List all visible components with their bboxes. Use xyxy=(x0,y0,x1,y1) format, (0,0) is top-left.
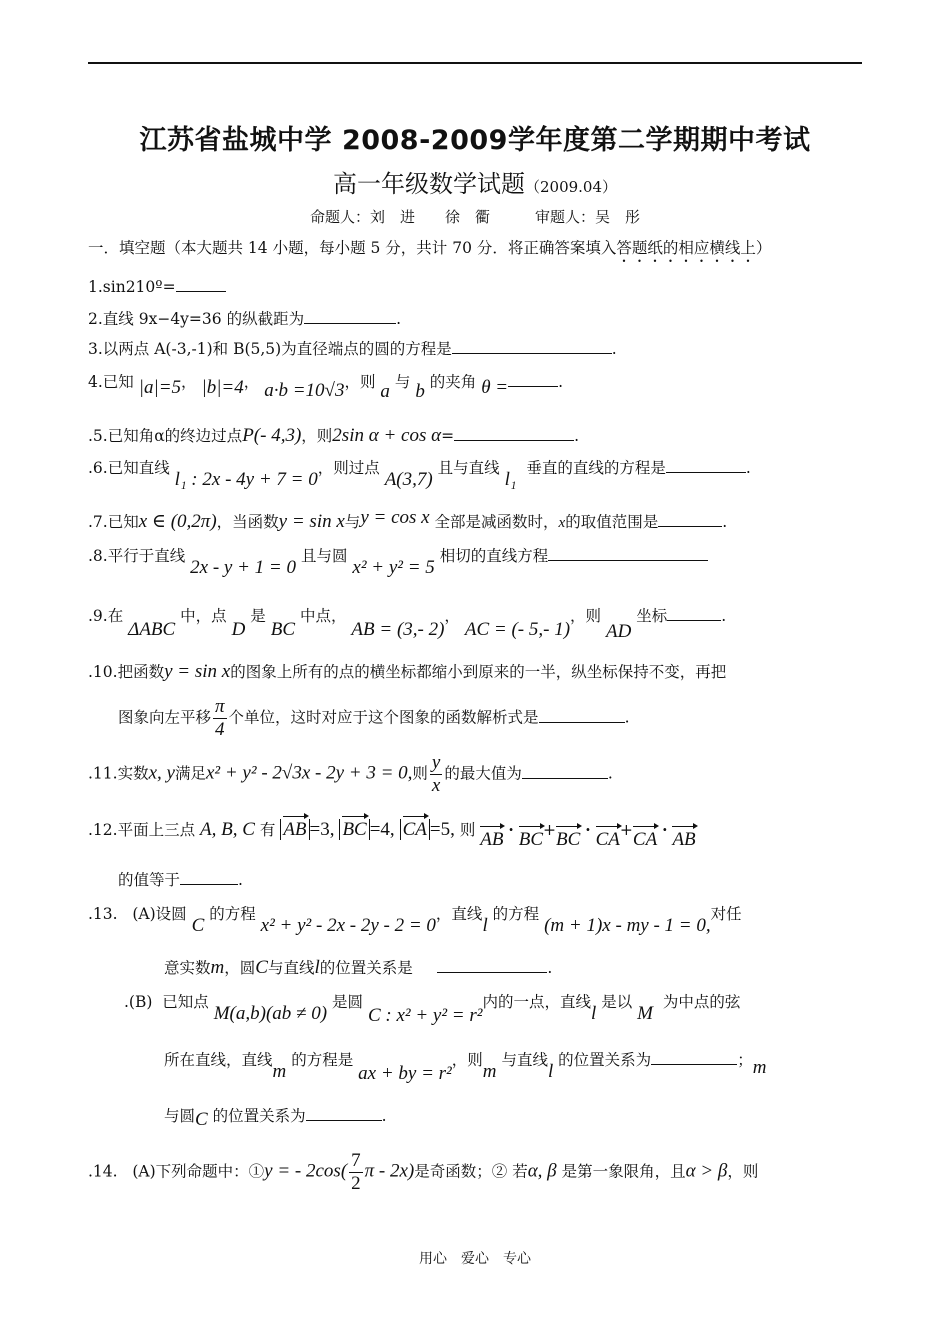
question-13a xyxy=(88,902,742,936)
question-text: 已知角α的终边过点 xyxy=(107,427,243,445)
question-text: 且与直线 xyxy=(437,459,500,477)
answer-blank[interactable] xyxy=(180,870,238,885)
question-3: 3.以两点 A(-3,-1)和 B(5,5)为直径端点的圆的方程是 . xyxy=(88,340,617,358)
question-text: 则 xyxy=(459,821,476,839)
question-text: ，则 xyxy=(344,373,376,391)
question-text: x xyxy=(558,515,566,531)
question-text: y = sin x xyxy=(164,661,231,682)
question-text: y = sin x xyxy=(278,511,345,532)
question-text: x² + y² - 2√3x - 2y + 3 = 0, xyxy=(205,762,413,784)
question-text: AB xyxy=(672,829,696,850)
question-12 xyxy=(88,818,696,850)
question-text: b xyxy=(415,381,425,402)
question-text: 2sin α + cos α xyxy=(332,425,442,446)
question-text: 所在直线，直线 xyxy=(164,1051,273,1069)
answer-blank[interactable] xyxy=(508,372,558,387)
question-text: y = cos x xyxy=(360,507,430,528)
question-text: l xyxy=(590,1003,597,1024)
question-text: 中点， xyxy=(299,607,347,625)
question-text: 平行于直线 xyxy=(107,547,186,565)
question-text: .6. xyxy=(88,459,108,477)
exam-title: 江苏省盐城中学 2008-2009学年度第二学期期中考试 xyxy=(139,125,811,156)
question-text: 以两点 A(-3,-1)和 B(5,5)为直径端点的圆的方程是 xyxy=(102,340,452,358)
question-text: ΔABC xyxy=(128,619,176,640)
question-text: 与圆 xyxy=(164,1107,196,1125)
answer-blank[interactable] xyxy=(548,546,708,561)
section-emphasis: 答题纸的相应横线上 xyxy=(616,239,756,257)
question-text: π - 2x) xyxy=(364,1160,415,1182)
question-text: 的位置关系为 xyxy=(558,1051,652,1069)
question-10 xyxy=(88,660,726,683)
question-text: ax + by = r² xyxy=(358,1063,452,1084)
question-text: AB xyxy=(283,819,307,840)
question-text: · xyxy=(508,820,514,839)
question-text: 已知 xyxy=(107,513,139,531)
question-text: ， xyxy=(181,373,197,391)
question-text: α > β xyxy=(685,1160,728,1182)
question-text: A(3,7) xyxy=(384,469,433,490)
question-text: 在 xyxy=(107,607,124,625)
question-text: M xyxy=(637,1003,653,1024)
question-text: 有 xyxy=(259,821,276,839)
exam-date: （2009.04） xyxy=(524,178,618,196)
question-text: ； xyxy=(737,1051,753,1069)
question-text: AD xyxy=(606,621,632,642)
authors-line: 命题人：刘 进 徐 衢 审题人：吴 彤 xyxy=(309,208,640,226)
question-text: + xyxy=(543,821,557,839)
question-text: x² + y² - 2x - 2y - 2 = 0 xyxy=(260,915,436,936)
question-text: 对任 xyxy=(710,905,742,923)
question-text: 是以 xyxy=(601,993,633,1011)
question-text: 是第一象限角，且 xyxy=(561,1162,686,1181)
question-text: C xyxy=(191,915,205,936)
question-text: CA xyxy=(632,829,658,850)
question-text: ，则 xyxy=(301,427,333,445)
answer-blank[interactable] xyxy=(658,512,722,527)
question-text: ，圆 xyxy=(224,959,256,977)
question-text: .(B) xyxy=(124,993,153,1011)
question-text: CA xyxy=(402,819,427,840)
question-text: m xyxy=(272,1061,287,1082)
question-12-line2: 的值等于 . xyxy=(118,871,243,889)
question-text: C : x² + y² = r² xyxy=(367,1005,483,1026)
page-footer: 用心 爱心 专心 xyxy=(419,1251,531,1267)
question-text: C xyxy=(195,1109,208,1130)
question-text: x, y xyxy=(148,762,175,784)
answer-blank[interactable] xyxy=(304,309,396,324)
question-text: 的值等于 xyxy=(118,871,181,889)
question-11: .11.实数x, y满足x² + y² - 2√3x - 2y + 3 = 0,则 $\frac{y}{x}$ 的最大值为 . xyxy=(88,752,613,796)
question-text: (m + 1)x - my - 1 = 0, xyxy=(544,915,711,936)
question-text: 4 xyxy=(215,719,225,740)
question-text: = xyxy=(441,427,455,445)
answer-blank[interactable] xyxy=(539,708,625,723)
question-text: 的方程 xyxy=(209,905,256,923)
question-text: M(a,b)(ab ≠ 0) xyxy=(213,1003,328,1024)
question-text: 个单位，这时对应于这个图象的函数解析式是 xyxy=(228,708,539,727)
question-text: 直线 9x−4y=36 的纵截距为 xyxy=(102,310,305,328)
question-text: 满足 xyxy=(174,764,206,783)
question-text: sin210º= xyxy=(102,278,176,296)
answer-blank[interactable] xyxy=(306,1106,382,1121)
question-text: ，则过点 xyxy=(317,459,380,477)
question-text: BC xyxy=(556,829,581,850)
question-text: 的夹角 xyxy=(429,373,477,391)
question-text: 的方程 xyxy=(492,905,540,923)
question-text: 的最大值为 xyxy=(444,764,522,783)
answer-blank[interactable] xyxy=(667,606,721,621)
answer-blank[interactable] xyxy=(437,958,547,973)
question-text: 的图象上所有的点的横坐标都缩小到原来的一半，纵坐标保持不变，再把 xyxy=(230,663,727,681)
answer-blank[interactable] xyxy=(666,458,746,473)
question-text: BC xyxy=(342,819,367,840)
answer-blank[interactable] xyxy=(454,426,574,441)
question-8 xyxy=(88,544,708,578)
question-5: .5.已知角α的终边过点P(- 4,3)，则2sin α + cos α= . xyxy=(88,425,580,446)
answer-blank[interactable] xyxy=(176,277,226,292)
question-text: .14. xyxy=(88,1162,118,1181)
question-text: BC xyxy=(518,829,544,850)
question-text: 全部是减函数时， xyxy=(434,513,559,531)
question-text: 实数 xyxy=(117,764,149,783)
question-text: .7. xyxy=(88,513,108,531)
question-text: .12. xyxy=(88,821,118,839)
question-text: ， xyxy=(243,373,260,391)
question-10-line2: 图象向左平移 $\frac{\pi}{4}$ 个单位，这时对应于这个图象的函数解析式是 . xyxy=(118,696,630,740)
question-text: AB = (3,- 2) xyxy=(351,619,445,640)
question-text: 与 xyxy=(344,513,361,531)
question-text: ，则 xyxy=(570,607,602,625)
question-13a-line2: 意实数m，圆C与直线l的位置关系是 . xyxy=(164,957,553,978)
exam-subtitle xyxy=(0,164,950,199)
question-text: =3, xyxy=(309,819,335,840)
question-text: x xyxy=(431,775,441,796)
question-text: =4, xyxy=(369,819,395,840)
question-text: 的位置关系为 xyxy=(212,1107,306,1125)
section-close: ） xyxy=(755,239,772,257)
question-text: ，则 xyxy=(451,1051,483,1069)
question-9: .9.在 ΔABC 中，点 D 是 BC 中点， AB = (3,- 2)， AC = (- 5,- 1)，则 AD 坐标 . xyxy=(88,607,727,642)
question-2: 2.直线 9x−4y=36 的纵截距为 . xyxy=(88,310,402,328)
question-text: AB xyxy=(480,829,504,850)
question-text: 与直线 xyxy=(501,1051,548,1069)
section-text: 一．填空题（本大题共 14 小题，每小题 5 分，共计 70 分．将正确答案填入 xyxy=(88,239,617,257)
question-text: .8. xyxy=(88,547,108,565)
question-13b xyxy=(124,990,741,1026)
question-text: l₁ xyxy=(504,469,517,490)
question-text: x² + y² = 5 xyxy=(352,557,435,578)
question-text: ，直线 xyxy=(435,905,483,923)
question-text: θ = xyxy=(481,377,509,398)
question-text: ， xyxy=(444,607,460,625)
question-text: 已知点 xyxy=(162,993,209,1011)
question-text: π xyxy=(215,696,225,717)
question-text: =5, xyxy=(429,819,455,840)
question-text: m xyxy=(752,1057,767,1078)
question-text: ，则 xyxy=(727,1162,759,1181)
question-text: P(- 4,3) xyxy=(242,425,302,446)
question-text: 与直线 xyxy=(267,959,315,977)
question-text: CA xyxy=(595,829,620,850)
question-text: · xyxy=(585,820,591,839)
answer-blank[interactable] xyxy=(651,1050,737,1065)
question-text: 是圆 xyxy=(332,993,364,1011)
question-text: C xyxy=(255,957,268,978)
question-text: D xyxy=(231,619,246,640)
question-1 xyxy=(88,277,226,296)
question-text: 平面上三点 xyxy=(117,821,196,839)
answer-blank[interactable] xyxy=(452,339,612,354)
question-text: 已知直线 xyxy=(107,459,170,477)
question-text: A, B, C xyxy=(200,819,255,840)
question-text: l xyxy=(314,957,320,978)
question-text: 是 xyxy=(250,607,266,625)
question-text: m xyxy=(210,957,225,978)
question-text: 7 xyxy=(351,1150,361,1171)
question-text: AC = (- 5,- 1) xyxy=(464,619,571,640)
question-text: 是奇函数；② 若 xyxy=(414,1162,528,1181)
question-text: a xyxy=(380,381,390,402)
question-text: 为中点的弦 xyxy=(662,993,741,1011)
question-text: ，当函数 xyxy=(216,513,279,531)
question-text: 中，点 xyxy=(180,607,227,625)
question-13b-line3: 与圆C 的位置关系为 . xyxy=(164,1107,387,1130)
question-text: α, β xyxy=(527,1160,557,1182)
question-text: .9. xyxy=(88,607,108,625)
question-text: 意实数 xyxy=(164,959,211,977)
question-text: 且与圆 xyxy=(300,547,348,565)
question-text: .10. xyxy=(88,663,118,681)
question-text: 与 xyxy=(394,373,411,391)
question-text: BC xyxy=(270,619,296,640)
question-text: 的方程是 xyxy=(291,1051,354,1069)
answer-blank[interactable] xyxy=(522,764,608,779)
question-14 xyxy=(88,1150,758,1195)
question-text: m xyxy=(482,1061,497,1082)
question-text: (A)设圆 xyxy=(132,905,187,923)
question-text: 图象向左平移 xyxy=(118,708,212,727)
question-text: 内的一点，直线 xyxy=(482,993,591,1011)
question-text: 已知 xyxy=(102,373,134,391)
question-text: .13. xyxy=(88,905,118,923)
question-text: |b|=4 xyxy=(201,377,244,398)
question-6: .6.已知直线 l₁ : 2x - 4y + 7 = 0，则过点 A(3,7) 且与直线 l₁ 垂直的直线的方程是 . xyxy=(88,459,751,490)
question-text: 把函数 xyxy=(117,663,165,681)
question-text: y = - 2cos( xyxy=(264,1160,348,1182)
question-text: x ∈ (0,2π) xyxy=(138,511,217,532)
question-text: 则 xyxy=(412,764,428,783)
question-text: 的取值范围是 xyxy=(565,513,659,531)
question-4: 4.已知 |a|=5， |b|=4， a·b =10√3，则 a 与 b 的夹角 θ = . xyxy=(88,373,564,402)
section-heading xyxy=(88,236,771,266)
question-text: 2. xyxy=(88,310,103,328)
question-text: a·b =10√3 xyxy=(264,380,345,401)
question-text: 2 xyxy=(351,1173,361,1194)
question-text: · xyxy=(662,820,668,839)
question-text: 的位置关系是 xyxy=(319,959,413,977)
question-text: 1. xyxy=(88,278,103,296)
question-text: l xyxy=(547,1061,554,1082)
question-text: 坐标 xyxy=(636,607,668,625)
top-rule xyxy=(88,62,862,64)
question-text: 2x - y + 1 = 0 xyxy=(190,557,297,578)
question-text: 4. xyxy=(88,373,103,391)
subtitle-text: 高一年级数学试题 xyxy=(332,170,525,198)
question-7: .7.已知x ∈ (0,2π)，当函数y = sin x与y = cos x 全部是减函数时，x的取值范围是 . xyxy=(88,507,728,532)
question-text: + xyxy=(619,821,633,839)
question-text: .11. xyxy=(88,764,118,783)
question-text: 3. xyxy=(88,340,103,358)
question-text: .5. xyxy=(88,427,108,445)
question-text: (A)下列命题中：① xyxy=(132,1162,265,1181)
question-text: 垂直的直线的方程是 xyxy=(526,459,666,477)
question-text: |a|=5 xyxy=(138,377,182,398)
question-text: y xyxy=(431,752,441,773)
question-text: l₁ : 2x - 4y + 7 = 0 xyxy=(174,469,318,490)
question-text: 相切的直线方程 xyxy=(439,547,549,565)
question-13b-line2 xyxy=(164,1048,767,1084)
question-text: l xyxy=(482,915,488,936)
